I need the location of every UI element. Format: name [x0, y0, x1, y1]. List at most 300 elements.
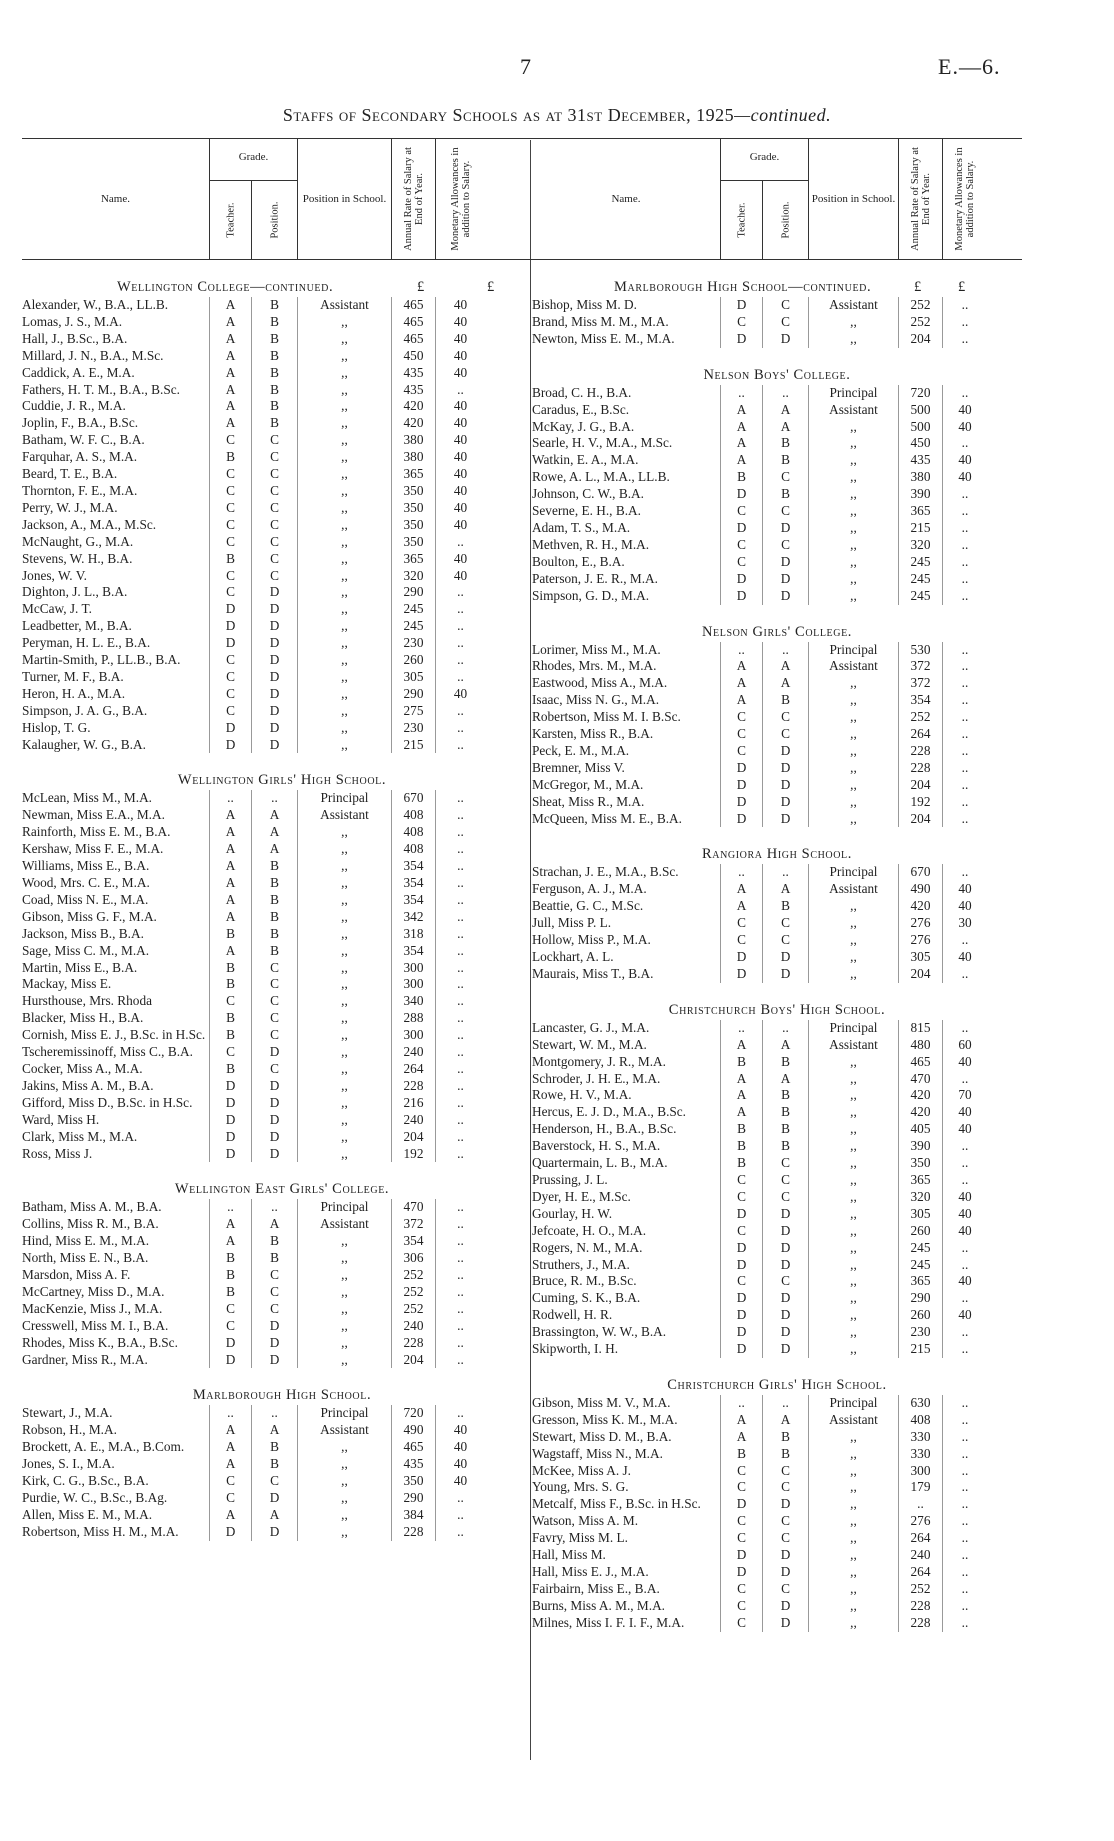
salary: 720 [898, 385, 942, 402]
teacher-grade: C [209, 1473, 251, 1490]
school-position: ,, [297, 466, 391, 483]
teacher-grade: D [720, 777, 762, 794]
pound-sign: £ [914, 279, 922, 295]
position-grade: D [251, 1335, 297, 1352]
table-row [22, 720, 542, 737]
salary: 380 [391, 449, 435, 466]
allowance: .. [942, 692, 987, 709]
salary: 350 [898, 1155, 942, 1172]
position-grade: .. [762, 385, 808, 402]
salary: 390 [898, 1138, 942, 1155]
school-position: ,, [808, 1087, 898, 1104]
staff-name: McNaught, G., M.A. [22, 533, 134, 549]
position-grade: .. [251, 1199, 297, 1216]
teacher-grade: A [720, 1412, 762, 1429]
teacher-grade: C [720, 1189, 762, 1206]
salary: 365 [898, 1172, 942, 1189]
salary: 720 [391, 1405, 435, 1422]
staff-name: Clark, Miss M., M.A. [22, 1128, 138, 1144]
salary: 240 [391, 1112, 435, 1129]
table-row [532, 1020, 1022, 1037]
position-grade: A [251, 1216, 297, 1233]
position-grade: B [762, 1054, 808, 1071]
staff-name: Marsdon, Miss A. F. [22, 1267, 131, 1283]
allowance: .. [435, 858, 485, 875]
teacher-grade: C [209, 703, 251, 720]
position-grade: D [251, 652, 297, 669]
staff-name: Beard, T. E., B.A. [22, 466, 118, 482]
allowance: .. [435, 1352, 485, 1369]
staff-name: Boulton, E., B.A. [532, 553, 625, 569]
allowance: .. [942, 435, 987, 452]
staff-name: Purdie, W. C., B.Sc., B.Ag. [22, 1490, 168, 1505]
staff-name: Gibson, Miss G. F., M.A. [22, 908, 157, 924]
staff-name: Collins, Miss R. M., B.A. [22, 1216, 159, 1232]
staff-name: Hall, Miss E. J., M.A. [532, 1564, 649, 1579]
table-row [22, 365, 542, 382]
school-position: ,, [808, 419, 898, 436]
table-row [22, 314, 542, 331]
allowance: 40 [942, 419, 987, 436]
salary: 300 [391, 960, 435, 977]
position-grade: D [762, 966, 808, 983]
salary: 465 [391, 314, 435, 331]
staff-name: Jackson, A., M.A., M.Sc. [22, 516, 157, 532]
position-grade: .. [251, 1405, 297, 1422]
position-grade: C [251, 1473, 297, 1490]
table-row [532, 949, 1022, 966]
staff-name: Martin, Miss E., B.A. [22, 959, 138, 975]
teacher-grade: D [720, 1307, 762, 1324]
staff-name: Sage, Miss C. M., M.A. [22, 942, 150, 958]
staff-name: Hursthouse, Mrs. Rhoda [22, 993, 153, 1009]
school-position: ,, [297, 584, 391, 601]
table-row [22, 1473, 542, 1490]
table-row [22, 1044, 542, 1061]
staff-name: Maurais, Miss T., B.A. [532, 965, 654, 981]
staff-name: Robertson, Miss H. M., M.A. [22, 1523, 179, 1539]
page-title [0, 105, 1114, 126]
school-position: Assistant [808, 297, 898, 314]
position-grade: B [251, 398, 297, 415]
position-grade: A [251, 1507, 297, 1524]
school-position: ,, [297, 1129, 391, 1146]
allowance: .. [942, 811, 987, 828]
staff-name: North, Miss E. N., B.A. [22, 1250, 149, 1266]
table-row [22, 1078, 542, 1095]
salary: 276 [898, 932, 942, 949]
school-position: ,, [808, 743, 898, 760]
table-row [532, 520, 1022, 537]
school-position: ,, [808, 1054, 898, 1071]
salary: 408 [898, 1412, 942, 1429]
table-row [532, 1412, 1022, 1429]
allowance: .. [942, 1463, 987, 1480]
position-grade: D [762, 554, 808, 571]
school-position: ,, [808, 811, 898, 828]
teacher-grade: A [209, 1422, 251, 1439]
salary: 192 [898, 794, 942, 811]
staff-name: Lancaster, G. J., M.A. [532, 1019, 650, 1035]
school-position: ,, [808, 794, 898, 811]
allowance: .. [942, 1172, 987, 1189]
staff-name: Rodwell, H. R. [532, 1307, 613, 1323]
salary: 372 [898, 675, 942, 692]
teacher-grade: C [209, 1318, 251, 1335]
teacher-grade: A [720, 1087, 762, 1104]
teacher-grade: A [209, 892, 251, 909]
allowance: .. [435, 976, 485, 993]
table-row [22, 1439, 542, 1456]
staff-name: McKee, Miss A. J. [532, 1462, 631, 1478]
school-position: ,, [297, 568, 391, 585]
position-grade: C [762, 1155, 808, 1172]
allowance: .. [942, 1290, 987, 1307]
staff-name: Peck, E. M., M.A. [532, 742, 630, 758]
staff-name: Peryman, H. L. E., B.A. [22, 635, 151, 651]
position-grade: D [251, 1146, 297, 1163]
allowance: .. [435, 737, 485, 754]
position-grade: D [762, 1598, 808, 1615]
staff-name: Caddick, A. E., M.A. [22, 364, 135, 380]
position-grade: C [251, 1027, 297, 1044]
table-row [532, 402, 1022, 419]
school-position: ,, [297, 398, 391, 415]
staff-name: Simpson, J. A. G., B.A. [22, 702, 148, 718]
position-grade: D [251, 1078, 297, 1095]
teacher-grade: D [720, 1206, 762, 1223]
table-row [22, 1216, 542, 1233]
salary: 260 [898, 1307, 942, 1324]
salary: 365 [898, 1273, 942, 1290]
table-row [532, 1087, 1022, 1104]
staff-name: McLean, Miss M., M.A. [22, 790, 153, 806]
allowance: .. [942, 794, 987, 811]
allowance: 40 [435, 314, 485, 331]
school-position: ,, [808, 571, 898, 588]
position-grade: B [251, 926, 297, 943]
table-row [22, 993, 542, 1010]
table-row [22, 382, 542, 399]
staff-name: McQueen, Miss M. E., B.A. [532, 810, 682, 826]
salary: 245 [898, 588, 942, 605]
table-row [532, 1564, 1022, 1581]
teacher-grade: C [209, 686, 251, 703]
section-title [532, 845, 1022, 864]
allowance: .. [435, 841, 485, 858]
allowance: .. [435, 720, 485, 737]
teacher-grade: D [720, 966, 762, 983]
table-row [22, 1318, 542, 1335]
school-position: ,, [297, 652, 391, 669]
staff-name: Batham, Miss A. M., B.A. [22, 1199, 162, 1215]
salary: 300 [391, 976, 435, 993]
allowance: .. [435, 703, 485, 720]
table-row [532, 1172, 1022, 1189]
table-row [532, 435, 1022, 452]
staff-name: Struthers, J., M.A. [532, 1256, 630, 1272]
table-row [22, 976, 542, 993]
salary: 350 [391, 500, 435, 517]
teacher-grade: A [209, 314, 251, 331]
staff-name: Wood, Mrs. C. E., M.A. [22, 875, 150, 890]
staff-name: Fairbairn, Miss E., B.A. [532, 1580, 660, 1596]
staff-name: Strachan, J. E., M.A., B.Sc. [532, 864, 679, 880]
school-position: ,, [297, 1490, 391, 1507]
allowance: .. [942, 1446, 987, 1463]
allowance: .. [942, 554, 987, 571]
staff-name: Joplin, F., B.A., B.Sc. [22, 415, 139, 431]
staff-name: Skipworth, I. H. [532, 1341, 619, 1357]
teacher-grade: B [209, 551, 251, 568]
school-position: ,, [297, 1027, 391, 1044]
allowance: .. [435, 1233, 485, 1250]
allowance: .. [942, 1513, 987, 1530]
table-row [22, 1250, 542, 1267]
allowance: .. [942, 331, 987, 348]
position-grade: C [762, 314, 808, 331]
teacher-grade: D [720, 486, 762, 503]
position-grade: D [251, 601, 297, 618]
staff-name: Cresswell, Miss M. I., B.A. [22, 1317, 169, 1333]
school-position: ,, [297, 618, 391, 635]
salary: 230 [391, 720, 435, 737]
allowance: .. [942, 1581, 987, 1598]
salary: 260 [391, 652, 435, 669]
table-row [22, 1267, 542, 1284]
salary: 305 [391, 669, 435, 686]
teacher-grade: C [209, 993, 251, 1010]
teacher-grade: A [209, 348, 251, 365]
school-position: ,, [808, 520, 898, 537]
allowance: .. [942, 486, 987, 503]
allowance: 40 [435, 449, 485, 466]
teacher-grade: B [209, 1284, 251, 1301]
teacher-grade: D [209, 601, 251, 618]
allowance: 40 [942, 1223, 987, 1240]
school-position: ,, [297, 348, 391, 365]
allowance: .. [435, 618, 485, 635]
school-position: ,, [808, 452, 898, 469]
school-position: ,, [808, 1547, 898, 1564]
salary: 384 [391, 1507, 435, 1524]
table-row [532, 1395, 1022, 1412]
table-row [22, 686, 542, 703]
salary: 204 [898, 966, 942, 983]
header-grade: Grade. [209, 139, 297, 181]
salary: 252 [898, 709, 942, 726]
school-position: ,, [297, 1095, 391, 1112]
teacher-grade: D [209, 720, 251, 737]
position-grade: D [762, 1564, 808, 1581]
teacher-grade: D [720, 949, 762, 966]
staff-name: Stewart, W. M., M.A. [532, 1036, 647, 1052]
teacher-grade: B [209, 449, 251, 466]
position-grade: C [762, 1530, 808, 1547]
teacher-grade: A [209, 858, 251, 875]
allowance: .. [435, 1405, 485, 1422]
salary: 204 [391, 1352, 435, 1369]
salary: 228 [391, 1524, 435, 1541]
position-grade: C [251, 449, 297, 466]
header-allowances: Monetary Allowances in addition to Salary. [435, 139, 485, 259]
position-grade: B [762, 1429, 808, 1446]
allowance: .. [435, 601, 485, 618]
position-grade: D [762, 331, 808, 348]
allowance: .. [942, 385, 987, 402]
school-position: ,, [297, 1044, 391, 1061]
salary: 204 [898, 777, 942, 794]
staff-name: Burns, Miss A. M., M.A. [532, 1597, 665, 1613]
header-position: Position. [251, 181, 297, 259]
allowance: 40 [435, 415, 485, 432]
teacher-grade: B [720, 1155, 762, 1172]
allowance: .. [942, 1564, 987, 1581]
school-position: ,, [808, 1429, 898, 1446]
school-position: ,, [808, 1240, 898, 1257]
staff-name: Jefcoate, H. O., M.A. [532, 1222, 647, 1238]
salary: 450 [391, 348, 435, 365]
staff-name: Rowe, A. L., M.A., LL.B. [532, 469, 670, 485]
position-grade: B [251, 314, 297, 331]
allowance: .. [942, 760, 987, 777]
salary: 240 [391, 1044, 435, 1061]
salary: 318 [391, 926, 435, 943]
allowance: .. [942, 1257, 987, 1274]
teacher-grade: A [720, 419, 762, 436]
position-grade: C [762, 915, 808, 932]
table-row [532, 658, 1022, 675]
table-row [532, 777, 1022, 794]
salary: 305 [898, 1206, 942, 1223]
teacher-grade: D [720, 1257, 762, 1274]
staff-name: Caradus, E., B.Sc. [532, 401, 630, 417]
teacher-grade: A [209, 824, 251, 841]
table-row [22, 1507, 542, 1524]
table-row [22, 1095, 542, 1112]
section-title [22, 771, 542, 790]
table-row [22, 1301, 542, 1318]
school-position: ,, [297, 1524, 391, 1541]
staff-name: Coad, Miss N. E., M.A. [22, 891, 149, 907]
position-grade: D [762, 588, 808, 605]
teacher-grade: B [720, 1446, 762, 1463]
allowance: .. [942, 709, 987, 726]
position-grade: D [762, 571, 808, 588]
school-position: Principal [297, 1405, 391, 1422]
table-row [22, 500, 542, 517]
salary: 354 [391, 875, 435, 892]
teacher-grade: D [209, 1524, 251, 1541]
teacher-grade: D [720, 794, 762, 811]
allowance: 40 [942, 881, 987, 898]
section-title [532, 1001, 1022, 1020]
school-position: ,, [808, 588, 898, 605]
teacher-grade: A [209, 415, 251, 432]
staff-name: Hind, Miss E. M., M.A. [22, 1233, 150, 1249]
staff-name: Martin-Smith, P., LL.B., B.A. [22, 652, 181, 668]
teacher-grade: D [720, 1240, 762, 1257]
position-grade: B [251, 1233, 297, 1250]
school-position: Assistant [297, 807, 391, 824]
school-position: ,, [297, 314, 391, 331]
pound-sign: £ [487, 279, 495, 295]
position-grade: D [762, 777, 808, 794]
school-position: ,, [808, 1564, 898, 1581]
salary: 420 [391, 415, 435, 432]
position-grade: C [762, 1273, 808, 1290]
school-position: ,, [297, 960, 391, 977]
table-row [532, 932, 1022, 949]
school-position: ,, [297, 737, 391, 754]
salary: 405 [898, 1121, 942, 1138]
table-row [532, 1054, 1022, 1071]
allowance: 40 [942, 1206, 987, 1223]
salary: 252 [391, 1267, 435, 1284]
salary: 290 [391, 686, 435, 703]
table-row [22, 601, 542, 618]
table-row [22, 398, 542, 415]
position-grade: B [251, 892, 297, 909]
school-position: ,, [297, 365, 391, 382]
staff-name: Lockhart, A. L. [532, 949, 614, 964]
teacher-grade: D [720, 1324, 762, 1341]
position-grade: D [251, 1490, 297, 1507]
allowance: .. [435, 1335, 485, 1352]
allowance: .. [435, 824, 485, 841]
teacher-grade: A [720, 435, 762, 452]
teacher-grade: A [720, 1071, 762, 1088]
table-row [22, 1335, 542, 1352]
salary: 390 [898, 486, 942, 503]
position-grade: D [251, 720, 297, 737]
allowance: .. [942, 571, 987, 588]
school-position: ,, [297, 449, 391, 466]
position-grade: C [251, 1061, 297, 1078]
teacher-grade: D [720, 520, 762, 537]
staff-name: Mackay, Miss E. [22, 976, 112, 992]
table-row [22, 483, 542, 500]
position-grade: B [762, 692, 808, 709]
table-row [532, 1581, 1022, 1598]
school-position: ,, [808, 675, 898, 692]
allowance: .. [942, 1324, 987, 1341]
table-row [532, 1324, 1022, 1341]
staff-name: Lorimer, Miss M., M.A. [532, 641, 661, 657]
school-position: ,, [297, 517, 391, 534]
staff-name: Jones, S. I., M.A. [22, 1456, 115, 1472]
salary: 342 [391, 909, 435, 926]
allowance: 40 [435, 398, 485, 415]
table-row [22, 892, 542, 909]
school-position: ,, [297, 382, 391, 399]
salary: 215 [391, 737, 435, 754]
position-grade: C [762, 1479, 808, 1496]
school-position: ,, [297, 432, 391, 449]
staff-name: Dyer, H. E., M.Sc. [532, 1188, 631, 1204]
table-row [532, 1037, 1022, 1054]
allowance: .. [942, 1138, 987, 1155]
school-position: ,, [297, 686, 391, 703]
teacher-grade: C [209, 1490, 251, 1507]
salary: 408 [391, 841, 435, 858]
teacher-grade: C [720, 314, 762, 331]
school-position: ,, [808, 1172, 898, 1189]
salary: 179 [898, 1479, 942, 1496]
staff-name: Turner, M. F., B.A. [22, 668, 124, 684]
teacher-grade: A [720, 692, 762, 709]
table-row [532, 760, 1022, 777]
